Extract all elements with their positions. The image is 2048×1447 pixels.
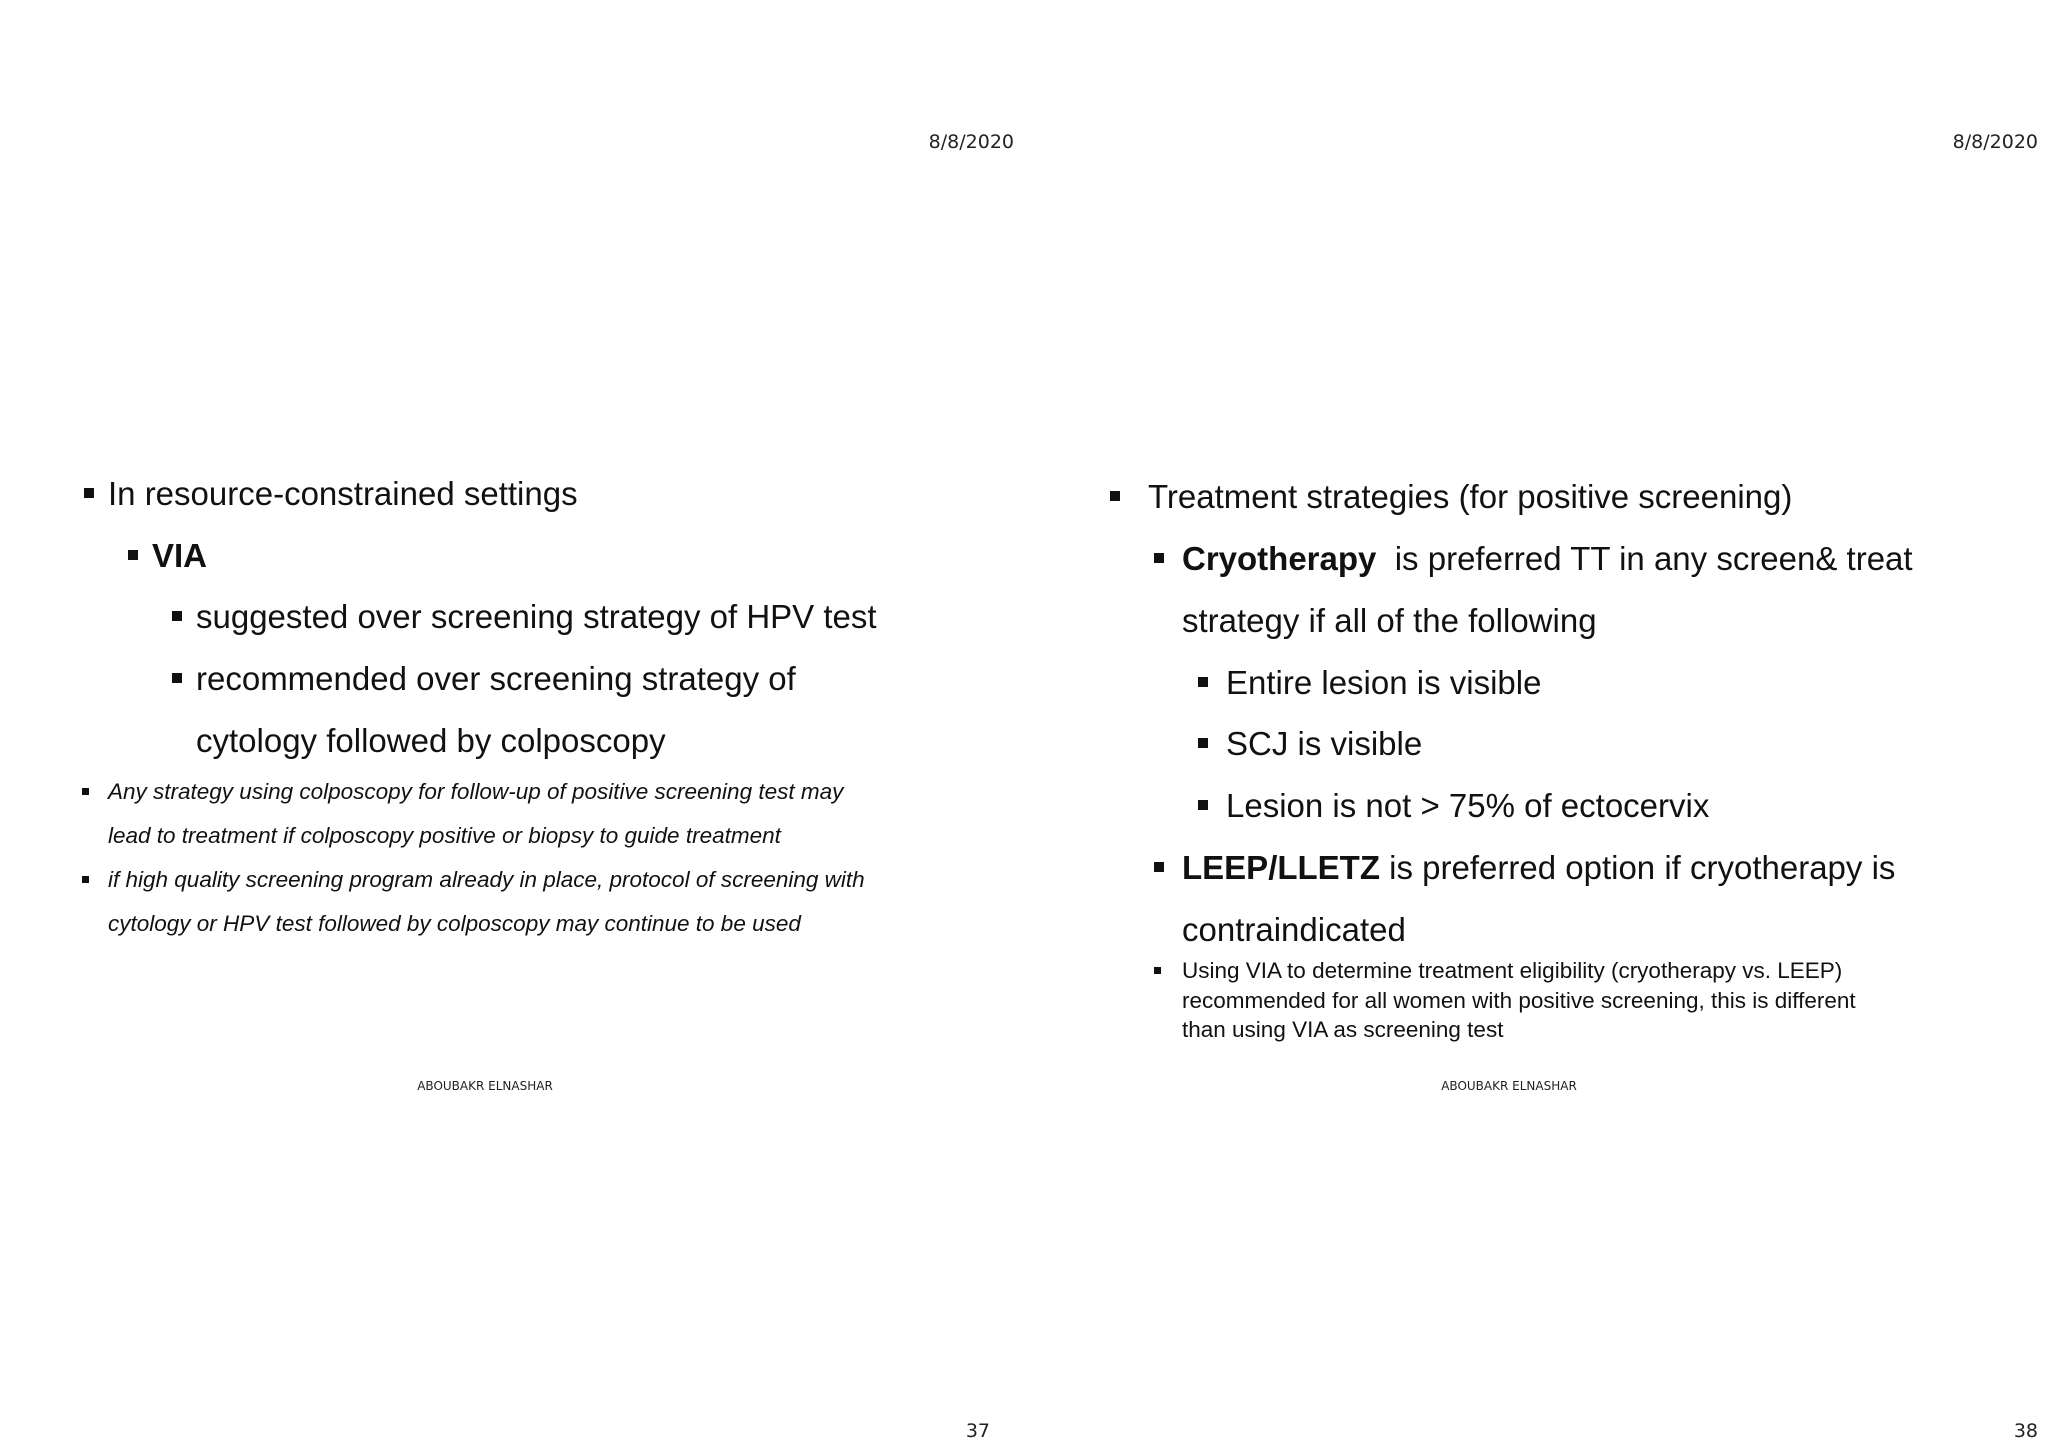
bullet-level3-text: SCJ is visible <box>1226 725 1423 762</box>
bullet-level3-text: suggested over screening strategy of HPV test <box>196 598 877 635</box>
bullet-square <box>82 788 89 795</box>
bullet-square <box>1198 677 1208 687</box>
bullet-level1-text: Treatment strategies (for positive screening) <box>1148 478 1793 515</box>
note-continuation-text: lead to treatment if colposcopy positive or biopsy to guide treatment <box>108 823 781 848</box>
bold-term: Cryotherapy <box>1182 540 1377 577</box>
note-continuation-text: cytology or HPV test followed by colposcopy may continue to be used <box>108 911 801 936</box>
note-continuation-text: recommended for all women with positive screening, this is different <box>1182 988 1856 1013</box>
bold-term: LEEP/LLETZ <box>1182 849 1380 886</box>
note-text: Any strategy using colposcopy for follow-up of positive screening test may <box>108 779 844 804</box>
bullet-square <box>1154 553 1164 563</box>
page-footer: ABOUBAKR ELNASHAR <box>1441 1079 1577 1093</box>
bullet-level2-text <box>1182 542 1913 575</box>
bullet-square <box>128 550 138 560</box>
bullet-level2-text <box>1182 851 1895 884</box>
bullet-continuation-text: contraindicated <box>1182 911 1406 948</box>
bullet-level3-text: recommended over screening strategy of <box>196 660 796 697</box>
bullet-rest-text: is preferred option if cryotherapy is <box>1380 849 1896 886</box>
bullet-rest-text: is preferred TT in any screen& treat <box>1376 540 1913 577</box>
bullet-level3-text: Entire lesion is visible <box>1226 664 1542 701</box>
bullet-square <box>1198 800 1208 810</box>
bullet-square <box>1198 738 1208 748</box>
page-date: 8/8/2020 <box>1952 131 2038 153</box>
bullet-level3-text: Lesion is not > 75% of ectocervix <box>1226 787 1710 824</box>
bullet-level2-text: VIA <box>152 537 208 574</box>
bullet-square <box>172 673 182 683</box>
bullet-square <box>84 488 94 498</box>
page-number: 37 <box>965 1420 990 1442</box>
bullet-level1-text: In resource-constrained settings <box>108 475 578 512</box>
bullet-continuation-text: strategy if all of the following <box>1182 602 1597 639</box>
note-text: Using VIA to determine treatment eligibility (cryotherapy vs. LEEP) <box>1182 958 1843 983</box>
page-footer: ABOUBAKR ELNASHAR <box>417 1079 553 1093</box>
note-text: if high quality screening program already in place, protocol of screening with <box>108 867 865 892</box>
slide-page-38 <box>1024 0 2048 1447</box>
bullet-square <box>82 876 89 883</box>
page-date: 8/8/2020 <box>928 131 1014 153</box>
bullet-square <box>1154 967 1161 974</box>
bullet-square <box>172 611 182 621</box>
bullet-square <box>1110 491 1120 501</box>
note-continuation-text: than using VIA as screening test <box>1182 1017 1504 1042</box>
bullet-square <box>1154 862 1164 872</box>
bullet-continuation-text: cytology followed by colposcopy <box>196 722 666 759</box>
page-number: 38 <box>2013 1420 2038 1442</box>
